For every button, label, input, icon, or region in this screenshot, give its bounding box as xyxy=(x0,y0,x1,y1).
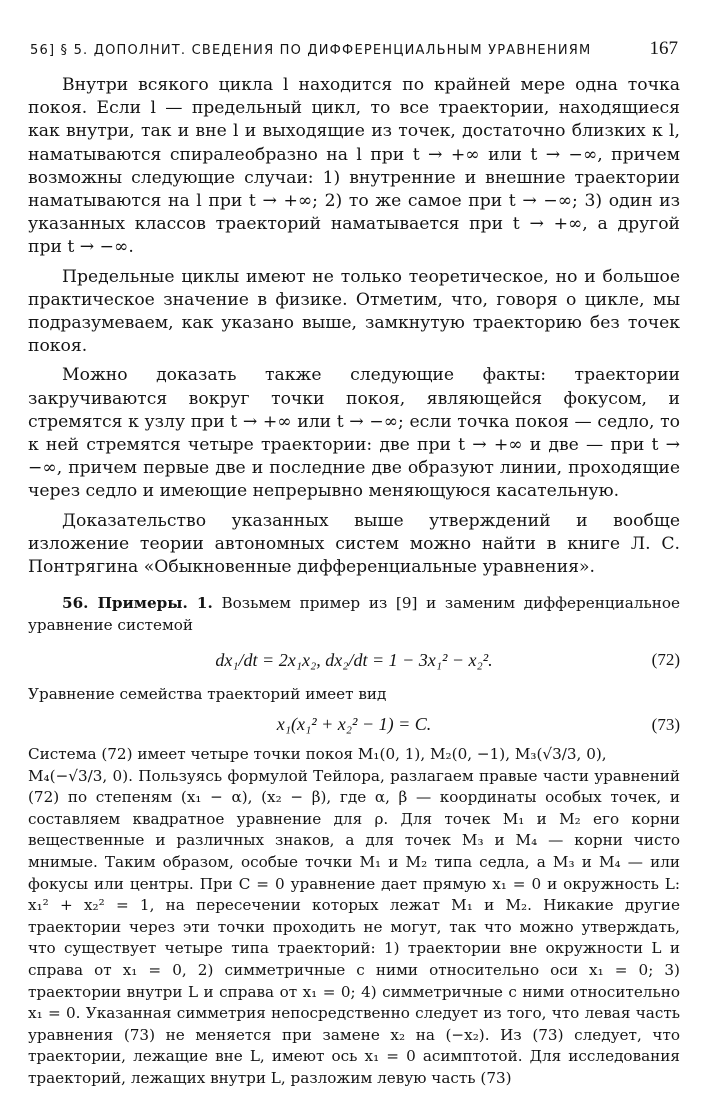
examples-section xyxy=(28,593,680,1089)
page-body xyxy=(28,74,680,1090)
paragraph-limit-cycles: Внутри всякого цикла l находится по крайней мере одна точка покоя. Если l — предельный цикл, то все траектории, находящиеся как внутри, так и вне l и выходящие из точек, достаточно близких к l, наматываются спиралеобразно на l при t → +∞ или t → −∞, причем возможны следующие случаи: 1) внутренние и внешние траектории наматываются на l при t → +∞; 2) то же самое при t → −∞; 3) один из указанных классов траекторий наматывается при t → +∞, а другой при t → −∞. xyxy=(28,75,680,258)
section-heading: 56. Примеры. 1. xyxy=(62,594,213,613)
examples-intro xyxy=(28,593,680,636)
rest-points-line: Система (72) имеет четыре точки покоя M₁(0, 1), M₂(0, −1), M₃(√3/3, 0), xyxy=(28,745,607,764)
paragraph-reference: Доказательство указанных выше утверждений и вообще изложение теории автономных систем можно найти в книге Л. С. Понтрягина «Обыкновенные дифференциальные уравнения». xyxy=(28,510,680,578)
running-header xyxy=(30,38,678,64)
formula-72 xyxy=(28,636,680,684)
paragraph-practical-meaning: Предельные циклы имеют не только теоретическое, но и большое практическое значение в физике. Отметим, что, говоря о цикле, мы подразумеваем, как указано выше, замкнутую траекторию без точек покоя. xyxy=(28,266,680,357)
formula-73-number: (73) xyxy=(651,715,680,735)
page-number: 167 xyxy=(649,38,678,59)
analysis-paragraph: M₄(−√3/3, 0). Пользуясь формулой Тейлора, разлагаем правые части уравнений (72) по степеням (x₁ − α), (x₂ − β), где α, β — координаты особых точек, и составляем квадратное уравнение для ρ. Для точек M₁ и M₂ его корни вещественные и различных знаков, а для точек M₃ и M₄ — корни чисто мнимые. Таким образом, особые точки M₁ и M₂ типа седла, а M₃ и M₄ — или фокусы или центры. При C = 0 уравнение дает прямую x₁ = 0 и окружность L: x₁² + x₂² = 1, на пересечении которых лежат M₁ и M₂. Никакие другие траектории через эти точки проходить не могут, так что можно утверждать, что существует четыре типа траекторий: 1) траектории вне окружности L и справа от x₁ = 0, 2) симметричные с ними относительно оси x₁ = 0; 3) траектории внутри L и справа от x₁ = 0; 4) симметричные с ними относительно x₁ = 0. Указанная симметрия непосредственно следует из того, что левая часть уравнения (73) не меняется при замене x₂ на (−x₂). Из (73) следует, что траектории, лежащие вне L, имеют ось x₁ = 0 асимптотой. Для исследования траекторий, лежащих внутри L, разложим левую часть (73) xyxy=(28,766,680,1087)
formula-72-number: (72) xyxy=(651,650,680,670)
family-equation-text: Уравнение семейства траекторий имеет вид xyxy=(28,685,387,704)
formula-72-expression: dx₁/dt = 2x₁x₂, dx₂/dt = 1 − 3x₁² − x₂². xyxy=(215,649,493,670)
paragraph-facts: Можно доказать также следующие факты: траектории закручиваются вокруг точки покоя, являющейся фокусом, и стремятся к узлу при t → +∞ или t → −∞; если точка покоя — седло, то к ней стремятся четыре траектории: две при t → +∞ и две — при t → −∞, причем первые две и последние две образуют линии, проходящие через седло и имеющие непрерывно меняющуюся касательную. xyxy=(28,365,680,502)
formula-73-expression: x₁(x₁² + x₂² − 1) = C. xyxy=(276,714,432,735)
formula-73 xyxy=(28,706,680,744)
examples-intro-text: Возьмем пример из [9] и заменим дифференциальное уравнение системой xyxy=(28,594,680,634)
running-title: 56] § 5. ДОПОЛНИТ. СВЕДЕНИЯ ПО ДИФФЕРЕНЦИАЛЬНЫМ УРАВНЕНИЯМ xyxy=(30,43,592,58)
